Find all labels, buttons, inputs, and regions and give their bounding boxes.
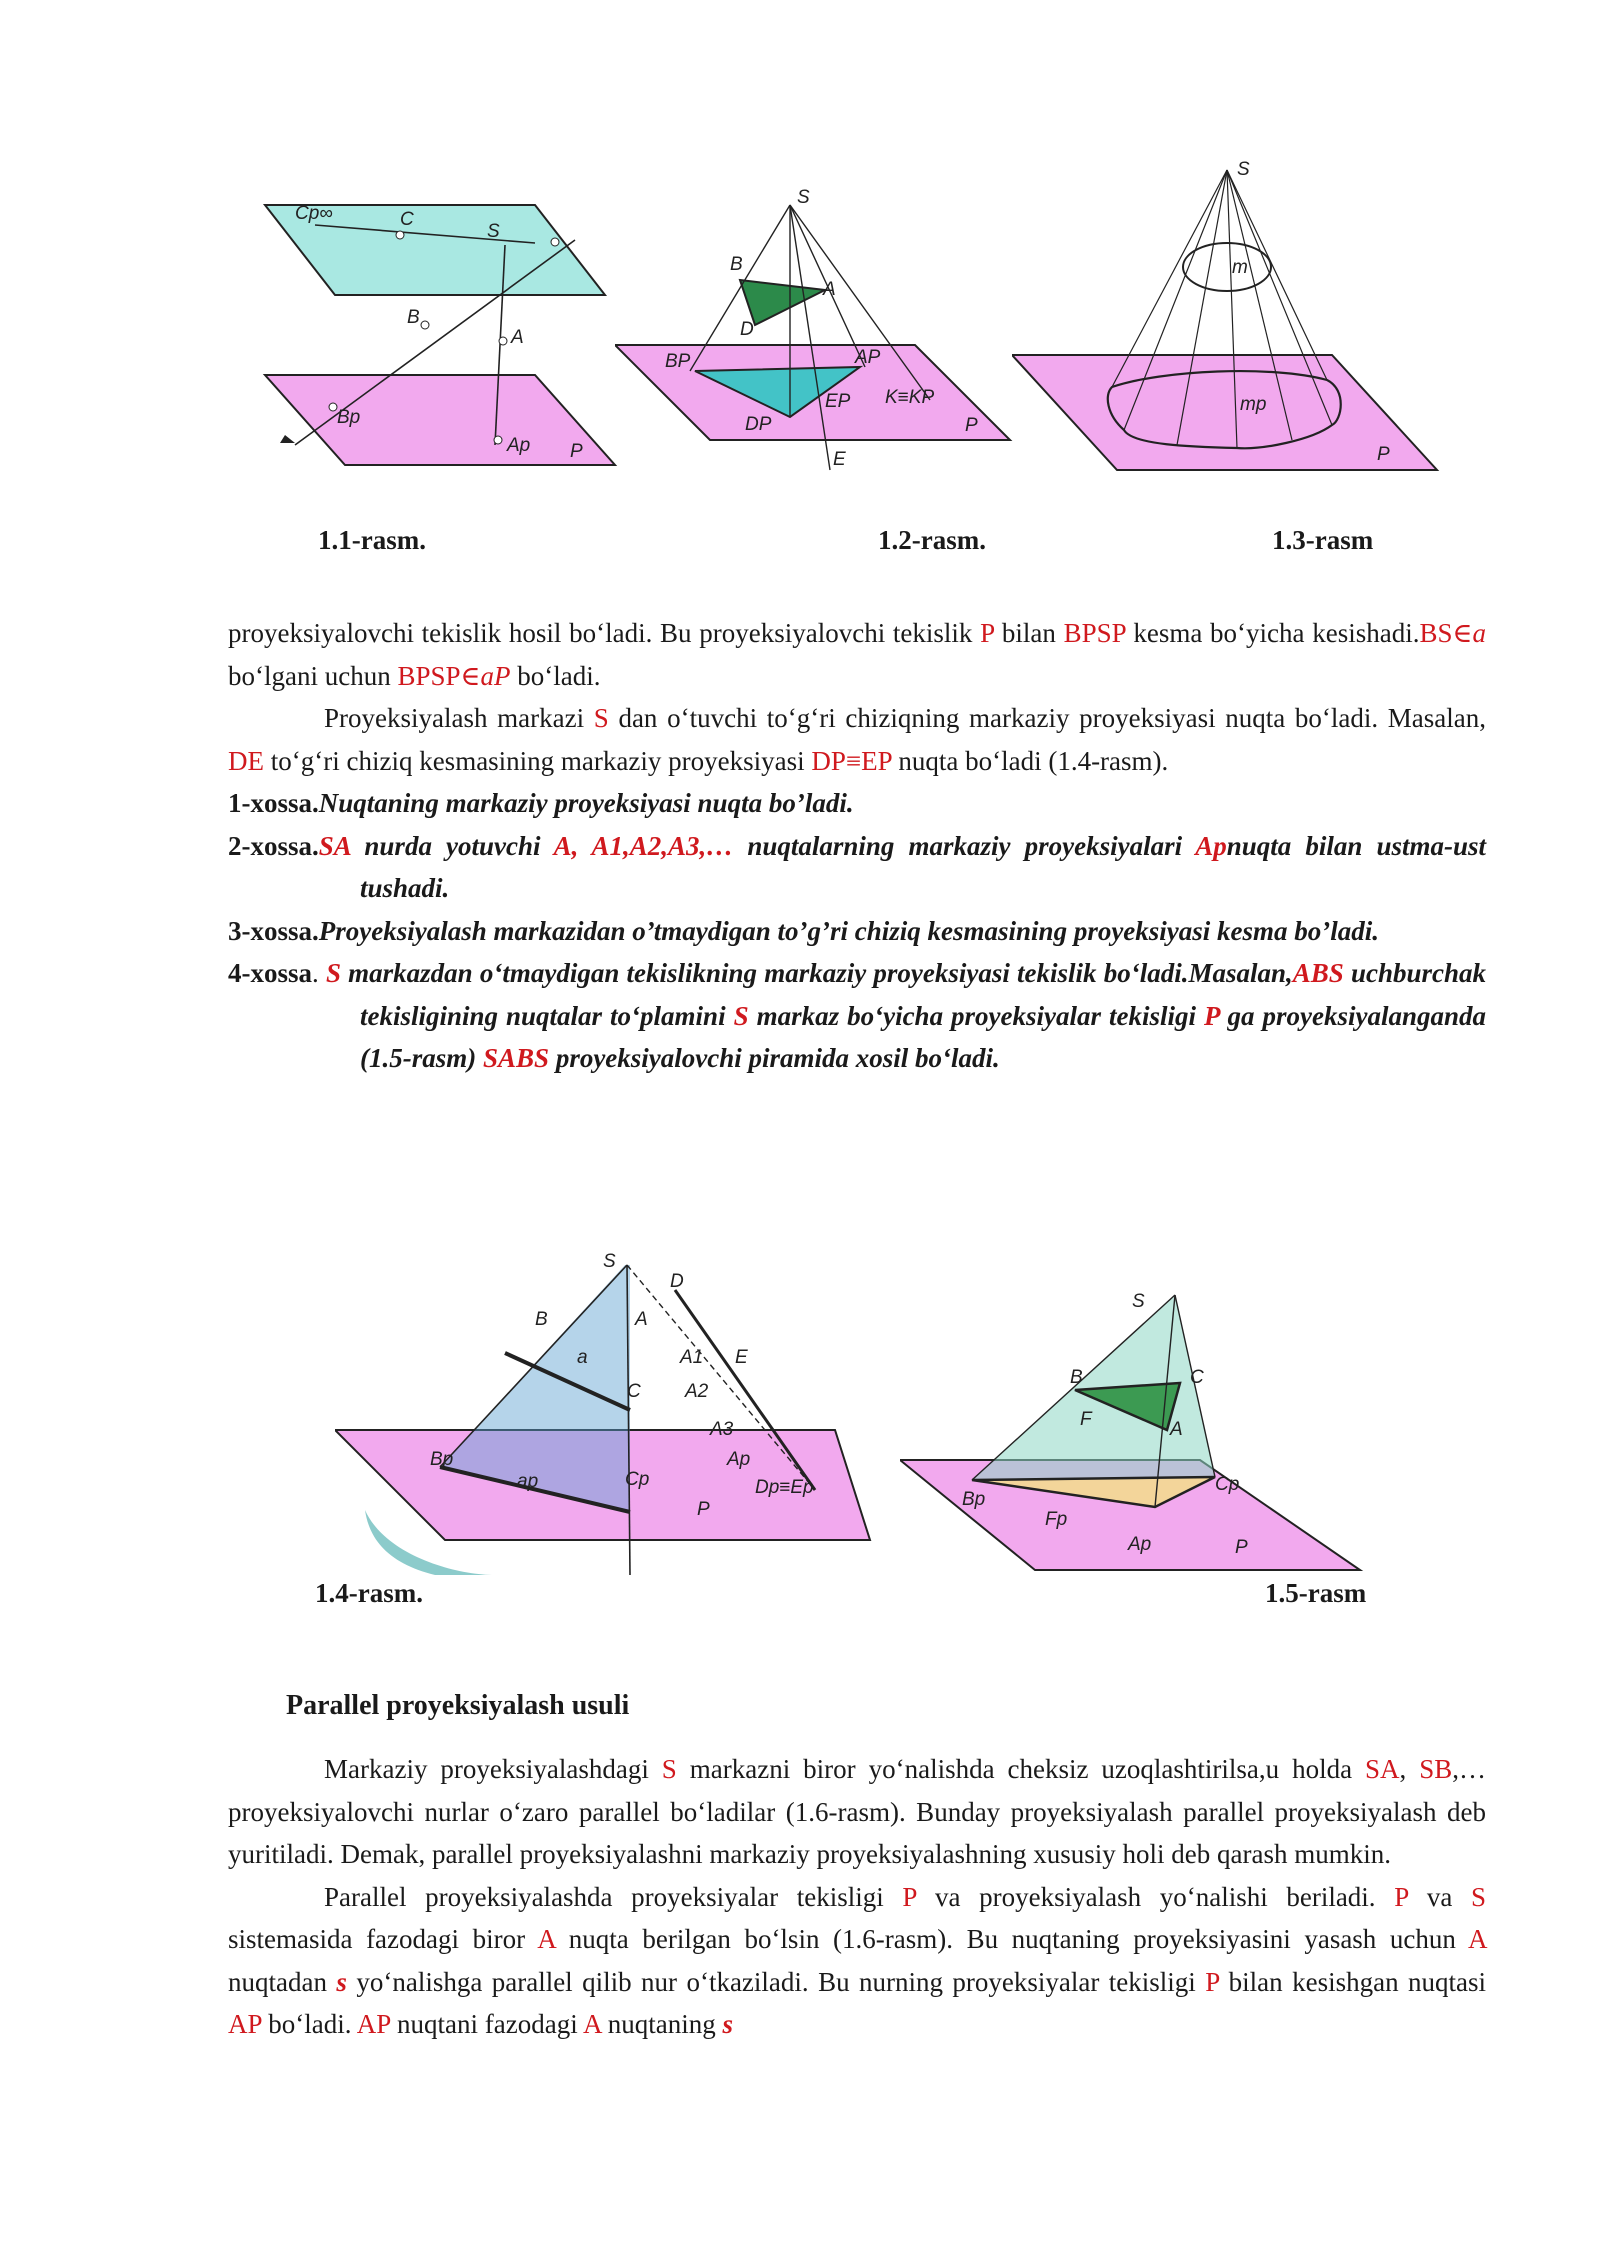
- caption-1-5: 1.5-rasm: [1265, 1578, 1367, 1608]
- property-1: [228, 782, 1486, 825]
- figure-1-2: [615, 185, 1015, 475]
- red-term: S: [325, 958, 341, 988]
- label-la: a: [577, 1347, 588, 1368]
- red-term: SA: [318, 830, 351, 861]
- label-ep: EP: [825, 391, 851, 412]
- property-text: uchburchak tekisligining nuqtalar to‘plamini: [360, 958, 1486, 1031]
- red-term: S: [733, 1000, 749, 1031]
- label-s: S: [1132, 1291, 1145, 1312]
- label-s: S: [487, 221, 500, 242]
- property-text: nuqta bilan ustma-ust tushadi.: [360, 830, 1486, 903]
- red-term: DE: [228, 745, 264, 776]
- label-d: D: [740, 319, 754, 340]
- label-p: P: [697, 1499, 710, 1520]
- label-a: A: [635, 1309, 648, 1330]
- label-s: S: [1237, 159, 1250, 180]
- label-ap: Ap: [1128, 1534, 1152, 1555]
- label-bp: Bp: [430, 1449, 454, 1470]
- label-b: B: [730, 254, 743, 275]
- label-bp: Bp: [337, 407, 361, 428]
- red-term: AP: [228, 2009, 262, 2039]
- property-text: Proyeksiyalash markazidan o’tmaydigan to’g’ri chiziq kesmasining proyeksiyasi kesma bo’ladi.: [318, 915, 1380, 946]
- caption-1-3: 1.3-rasm: [1272, 525, 1374, 555]
- label-m: m: [1232, 257, 1248, 278]
- label-a1: A1: [680, 1347, 704, 1368]
- label-b: B: [1070, 1367, 1083, 1388]
- red-term: Ap: [1195, 830, 1227, 861]
- red-term: S: [661, 1754, 677, 1784]
- text: kesma bo‘yicha kesishadi.: [1125, 618, 1420, 648]
- section-heading: Parallel proyeksiyalash usuli: [286, 1690, 630, 1721]
- text: bo‘ladi.: [261, 2009, 357, 2039]
- property-text: nurda yotuvchi: [350, 830, 554, 861]
- property-text: markazdan o‘tmaydigan tekislikning markaziy proyeksiyasi tekislik bo‘ladi.Masalan,: [340, 958, 1293, 988]
- text: proyeksiyalovchi tekislik hosil bo‘ladi. Bu proyeksiyalovchi tekislik: [228, 618, 981, 648]
- label-mp: mp: [1240, 394, 1267, 415]
- label-d: D: [670, 1271, 684, 1292]
- red-term: P: [1205, 1966, 1220, 1997]
- property-text: proyeksiyalovchi piramida xosil bo‘ladi.: [549, 1043, 1000, 1073]
- label-b: B: [407, 307, 420, 328]
- label-c: C: [1190, 1367, 1204, 1388]
- red-term: P: [1204, 1000, 1220, 1031]
- text: va: [1408, 1881, 1471, 1912]
- red-term: DP≡EP: [811, 745, 892, 776]
- red-term: A: [537, 1924, 556, 1954]
- red-term: A, A1,A2,A3,…: [553, 830, 734, 861]
- text: sistemasida fazodagi biror: [228, 1924, 538, 1954]
- red-term: s: [336, 1966, 347, 1997]
- text: va proyeksiyalash yo‘nalishi beriladi.: [916, 1881, 1395, 1912]
- label-b: B: [535, 1309, 548, 1330]
- label-p: P: [965, 415, 978, 436]
- red-term: A: [582, 2009, 601, 2039]
- paragraph-3: [228, 1748, 1486, 1876]
- red-term: ABS: [1292, 958, 1344, 988]
- label-a: A: [511, 327, 524, 348]
- label-e: E: [833, 449, 846, 470]
- text: to‘g‘ri chiziq kesmasining markaziy proyeksiyasi: [264, 745, 812, 776]
- red-term: BS∈: [1419, 618, 1473, 648]
- label-s: S: [797, 187, 810, 208]
- label-bp: BP: [665, 351, 691, 372]
- text: bo‘lgani uchun: [228, 660, 398, 691]
- text: Proyeksiyalash markazi: [324, 703, 594, 733]
- red-term: SB: [1419, 1754, 1453, 1784]
- property-text: Nuqtaning markaziy proyeksiyasi nuqta bo’ladi.: [318, 788, 854, 818]
- property-label: 4-xossa: [228, 958, 313, 988]
- label-p: P: [570, 441, 583, 462]
- property-text: markaz bo‘yicha proyeksiyalar tekisligi: [748, 1000, 1205, 1031]
- red-term: AP: [356, 2009, 391, 2039]
- red-term: A: [1468, 1924, 1487, 1954]
- paragraph-1: [228, 612, 1486, 697]
- text: Markaziy proyeksiyalashdagi: [324, 1754, 662, 1784]
- property-label: 2-xossa.: [228, 830, 319, 861]
- label-ap: Ap: [507, 435, 531, 456]
- label-cp: Cp: [1215, 1474, 1240, 1495]
- label-c: C: [400, 209, 414, 230]
- label-s: S: [603, 1251, 616, 1272]
- label-e: E: [735, 1347, 748, 1368]
- red-term: SABS: [483, 1043, 550, 1073]
- label-ap: AP: [855, 347, 881, 368]
- label-dpep: Dp≡Ep: [755, 1477, 814, 1498]
- text: .: [312, 958, 326, 988]
- red-term: BPSP: [1063, 618, 1126, 648]
- red-term: P: [902, 1881, 917, 1912]
- property-label: 1-xossa.: [228, 788, 319, 818]
- red-term: SA: [1365, 1754, 1400, 1784]
- text: markazni biror yo‘nalishda cheksiz uzoqlashtirilsa,u holda: [676, 1754, 1366, 1784]
- label-a3: A3: [710, 1419, 734, 1440]
- label-bp: Bp: [962, 1489, 986, 1510]
- property-4: [228, 952, 1486, 1080]
- property-3: [228, 910, 1486, 953]
- red-term: a: [1472, 618, 1486, 648]
- label-cp: Cp∞: [295, 203, 333, 224]
- label-fp: Fp: [1045, 1509, 1068, 1530]
- caption-1-1: 1.1-rasm.: [318, 525, 426, 555]
- paragraph-4: [228, 1876, 1486, 2046]
- text: bilan: [994, 618, 1064, 648]
- text: dan o‘tuvchi to‘g‘ri chiziqning markaziy proyeksiyasi nuqta bo‘ladi. Masalan,: [608, 703, 1486, 733]
- caption-1-2: 1.2-rasm.: [878, 525, 986, 555]
- text-block-2: [228, 1748, 1486, 2046]
- label-c: C: [627, 1381, 641, 1402]
- red-term: P: [980, 618, 995, 648]
- figure-1-5: [900, 1285, 1365, 1575]
- text: ,: [1399, 1754, 1420, 1784]
- text-block-1: [228, 612, 1486, 1080]
- label-cp: Cp: [625, 1469, 650, 1490]
- text: nuqtaning: [601, 2009, 723, 2039]
- red-term: BPSP∈: [397, 660, 481, 691]
- figure-1-1: [255, 195, 635, 475]
- label-a: A: [1170, 1419, 1183, 1440]
- text: bilan kesishgan nuqtasi: [1219, 1966, 1486, 1997]
- property-text: nuqtalarning markaziy proyeksiyalari: [733, 830, 1196, 861]
- label-a2: A2: [685, 1381, 709, 1402]
- text: nuqta bo‘ladi (1.4-rasm).: [891, 745, 1169, 776]
- text: bo‘ladi.: [510, 660, 601, 691]
- text: nuqtadan: [228, 1966, 337, 1997]
- red-term: S: [593, 703, 609, 733]
- text: Parallel proyeksiyalashda proyeksiyalar tekisligi: [324, 1881, 903, 1912]
- text: nuqta berilgan bo‘lsin (1.6-rasm). Bu nuqtaning proyeksiyasini yasash uchun: [555, 1924, 1468, 1954]
- label-p: P: [1235, 1537, 1248, 1558]
- label-lap: ap: [517, 1471, 539, 1492]
- paragraph-2: [228, 697, 1486, 782]
- red-term: S: [1470, 1881, 1486, 1912]
- label-dp: DP: [745, 414, 772, 435]
- red-term: aP: [480, 660, 511, 691]
- figure-1-4: [335, 1245, 875, 1575]
- label-a: A: [823, 279, 836, 300]
- red-term: P: [1394, 1881, 1409, 1912]
- property-label: 3-xossa.: [228, 915, 319, 946]
- red-term: s: [722, 2009, 734, 2039]
- text: nuqtani fazodagi: [390, 2009, 583, 2039]
- text: yo‘nalishga parallel qilib nur o‘tkaziladi. Bu nurning proyeksiyalar tekisligi: [346, 1966, 1206, 1997]
- property-2: [228, 825, 1486, 910]
- caption-1-4: 1.4-rasm.: [315, 1578, 423, 1608]
- label-kp: K≡KP: [885, 387, 935, 408]
- figure-1-3: [1012, 155, 1447, 475]
- label-f: F: [1080, 1409, 1092, 1430]
- property-text: ga proyeksiyalanganda (1.5-rasm): [360, 1000, 1486, 1073]
- label-ap: Ap: [727, 1449, 751, 1470]
- label-p: P: [1377, 444, 1390, 465]
- text: ,… proyeksiyalovchi nurlar o‘zaro parallel bo‘ladilar (1.6-rasm). Bunday proyeksiyalash parallel proyeksiyalash deb yuritiladi. Demak, parallel proyeksiyalashni markaziy proyeksiyalashning xususiy holi deb qarash mumkin.: [228, 1754, 1487, 1869]
